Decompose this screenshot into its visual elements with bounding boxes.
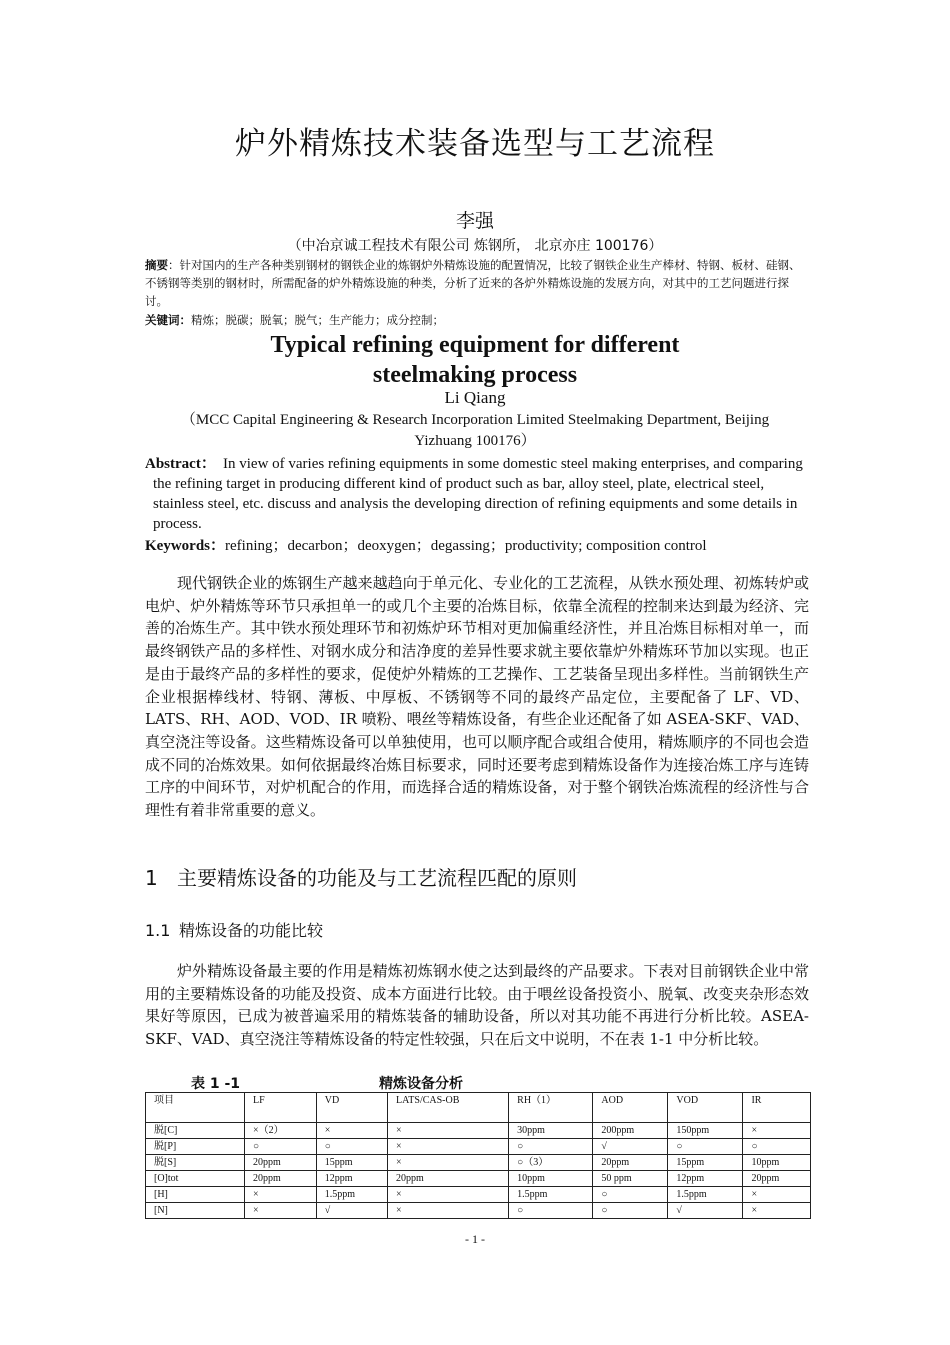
table-cell: × bbox=[388, 1203, 509, 1219]
table-cell: ×（2） bbox=[245, 1123, 317, 1139]
keywords-en-text: refining；decarbon；deoxygen；degassing；productivity; composition control bbox=[225, 538, 707, 554]
table-row bbox=[146, 1187, 811, 1203]
table-cell: × bbox=[743, 1203, 811, 1219]
table-cell: 20ppm bbox=[388, 1171, 509, 1187]
page-number: - 1 - bbox=[465, 1232, 485, 1246]
table-cell: ○ bbox=[593, 1203, 668, 1219]
section-heading-1 bbox=[145, 862, 577, 891]
table-cell: 200ppm bbox=[593, 1123, 668, 1139]
keywords-cn-label: 关键词： bbox=[145, 313, 191, 327]
table-cell: 1.5ppm bbox=[316, 1187, 387, 1203]
abstract-cn bbox=[145, 256, 810, 310]
table-cell: ○ bbox=[743, 1139, 811, 1155]
table-cell: [H] bbox=[146, 1187, 245, 1203]
table-cell: × bbox=[316, 1123, 387, 1139]
table-cell: 1.5ppm bbox=[509, 1187, 593, 1203]
section-number: 1 bbox=[145, 866, 158, 890]
table-cell: × bbox=[245, 1187, 317, 1203]
table-cell: ○ bbox=[593, 1187, 668, 1203]
table-cell: 30ppm bbox=[509, 1123, 593, 1139]
table-cell: 10ppm bbox=[743, 1155, 811, 1171]
table-row bbox=[146, 1155, 811, 1171]
table-cell: 20ppm bbox=[245, 1171, 317, 1187]
table-cell: ○（3） bbox=[509, 1155, 593, 1171]
table-cell: ○ bbox=[668, 1139, 743, 1155]
abstract-en bbox=[145, 454, 810, 534]
table-cell: [N] bbox=[146, 1203, 245, 1219]
keywords-cn-text: 精炼；脱碳；脱氧；脱气；生产能力；成分控制； bbox=[191, 313, 444, 327]
table-cell: 20ppm bbox=[743, 1171, 811, 1187]
table-cell: 50 ppm bbox=[593, 1171, 668, 1187]
abstract-cn-label: 摘要 bbox=[145, 258, 168, 272]
table-caption-title: 精炼设备分析 bbox=[379, 1076, 463, 1092]
table-cell: 15ppm bbox=[316, 1155, 387, 1171]
table-cell: ○ bbox=[509, 1203, 593, 1219]
subsection-number: 1.1 bbox=[145, 921, 171, 940]
refining-equipment-table bbox=[145, 1092, 811, 1219]
table-cell: × bbox=[388, 1139, 509, 1155]
table-row bbox=[146, 1123, 811, 1139]
table-cell: 10ppm bbox=[509, 1171, 593, 1187]
table-cell: 12ppm bbox=[316, 1171, 387, 1187]
table-cell: 150ppm bbox=[668, 1123, 743, 1139]
table-header-cell: 项目 bbox=[146, 1093, 245, 1123]
table-header-cell: RH（1） bbox=[509, 1093, 593, 1123]
table-caption-id: 表 1 -1 bbox=[191, 1076, 241, 1092]
table-cell: 1.5ppm bbox=[668, 1187, 743, 1203]
title-en-line1: Typical refining equipment for different bbox=[270, 332, 680, 358]
table-header-cell: AOD bbox=[593, 1093, 668, 1123]
table-cell: × bbox=[743, 1123, 811, 1139]
table-row bbox=[146, 1203, 811, 1219]
abstract-en-label: Abstract： bbox=[145, 456, 216, 472]
table-cell: ○ bbox=[245, 1139, 317, 1155]
table-cell: 脱[P] bbox=[146, 1139, 245, 1155]
table-caption bbox=[145, 1073, 810, 1091]
table-cell: √ bbox=[593, 1139, 668, 1155]
table-cell: 12ppm bbox=[668, 1171, 743, 1187]
table-header-row bbox=[146, 1093, 811, 1123]
body-paragraph-1: 现代钢铁企业的炼钢生产越来越趋向于单元化、专业化的工艺流程，从铁水预处理、初炼转炉或电炉、炉外精炼等环节只承担单一的或几个主要的冶炼目标，依靠全流程的控制来达到最为经济、完善的冶炼生产。其中铁水预处理环节和初炼炉环节相对更加偏重经济性，并且冶炼目标相对单一，而最终钢铁产品的多样性、对钢水成分和洁净度的差异性要求就主要依靠炉外精炼环节加以实现。也正是由于最终产品的多样性的要求，促使炉外精炼的工艺操作、工艺装备呈现出多样性。当前钢铁生产企业根据棒线材、特钢、薄板、中厚板、不锈钢等不同的最终产品定位，主要配备了 LF、VD、LATS、RH、AOD、VOD、IR 喷粉、喂丝等精炼设备，有些企业还配备了如 ASEA-SKF、VAD、真空浇注等设备。这些精炼设备可以单独使用，也可以顺序配合或组合使用，精炼顺序的不同也会造成不同的冶炼效果。如何依据最终冶炼目标要求，同时还要考虑到精炼设备作为连接冶炼工序与连铸工序的中间环节，对炉机配合的作用，而选择合适的精炼设备，对于整个钢铁冶炼流程的经济性与合理性有着非常重要的意义。 bbox=[145, 574, 809, 820]
table-header-cell: VD bbox=[316, 1093, 387, 1123]
table-cell: 20ppm bbox=[245, 1155, 317, 1171]
table-cell: [O]tot bbox=[146, 1171, 245, 1187]
table-cell: ○ bbox=[316, 1139, 387, 1155]
table-cell: × bbox=[388, 1155, 509, 1171]
abstract-en-text: In view of varies refining equipments in some domestic steel making enterprises, and comparing the refining target in producing different kind of product such as bar, alloy steel, plate, electrical steel, stainless steel, etc. discuss and analysis the developing direction of refining equipments and some details in process. bbox=[153, 456, 803, 532]
affiliation-en: （MCC Capital Engineering & Research Incorporation Limited Steelmaking Department, Beijing Yizhuang 100176） bbox=[180, 412, 770, 449]
table-cell: 15ppm bbox=[668, 1155, 743, 1171]
table-cell: 脱[C] bbox=[146, 1123, 245, 1139]
subsection-title: 精炼设备的功能比较 bbox=[179, 921, 324, 940]
table-header-cell: VOD bbox=[668, 1093, 743, 1123]
body-paragraph-2: 炉外精炼设备最主要的作用是精炼初炼钢水使之达到最终的产品要求。下表对目前钢铁企业中常用的主要精炼设备的功能及投资、成本方面进行比较。由于喂丝设备投资小、脱氧、改变夹杂形态效果好等原因，已成为被普遍采用的精炼装备的辅助设备，所以对其功能不再进行分析比较。ASEA-SKF、VAD、真空浇注等精炼设备的特定性较强，只在后文中说明，不在表 1-1 中分析比较。 bbox=[145, 962, 809, 1049]
author-en: Li Qiang bbox=[444, 388, 506, 407]
section-title: 主要精炼设备的功能及与工艺流程匹配的原则 bbox=[177, 866, 577, 890]
abstract-cn-text: ：针对国内的生产各种类别钢材的钢铁企业的炼钢炉外精炼设施的配置情况，比较了钢铁企业生产棒材、特钢、板材、硅钢、不锈钢等类别的钢材时，所需配备的炉外精炼设施的种类，分析了近来的各炉外精炼设施的发展方向，对其中的工艺问题进行探讨。 bbox=[145, 258, 801, 308]
title-en-line2: steelmaking process bbox=[372, 362, 578, 388]
keywords-cn bbox=[145, 312, 810, 328]
table-row bbox=[146, 1171, 811, 1187]
table-cell: × bbox=[388, 1123, 509, 1139]
table-cell: × bbox=[245, 1203, 317, 1219]
title-en bbox=[0, 330, 950, 390]
title-cn: 炉外精炼技术装备选型与工艺流程 bbox=[235, 126, 715, 162]
table-header-cell: IR bbox=[743, 1093, 811, 1123]
subsection-heading-1-1 bbox=[145, 918, 323, 941]
keywords-en bbox=[145, 534, 810, 555]
table-cell: × bbox=[743, 1187, 811, 1203]
table-cell: ○ bbox=[509, 1139, 593, 1155]
table-cell: × bbox=[388, 1187, 509, 1203]
table-header-cell: LF bbox=[245, 1093, 317, 1123]
table-cell: 20ppm bbox=[593, 1155, 668, 1171]
table-cell: √ bbox=[316, 1203, 387, 1219]
table-cell: 脱[S] bbox=[146, 1155, 245, 1171]
table-cell: √ bbox=[668, 1203, 743, 1219]
table-row bbox=[146, 1139, 811, 1155]
table-header-cell: LATS/CAS-OB bbox=[388, 1093, 509, 1123]
keywords-en-label: Keywords： bbox=[145, 538, 225, 554]
affiliation-cn: （中冶京诚工程技术有限公司 炼钢所， 北京亦庄 100176） bbox=[287, 238, 663, 254]
author-cn: 李强 bbox=[455, 210, 494, 232]
